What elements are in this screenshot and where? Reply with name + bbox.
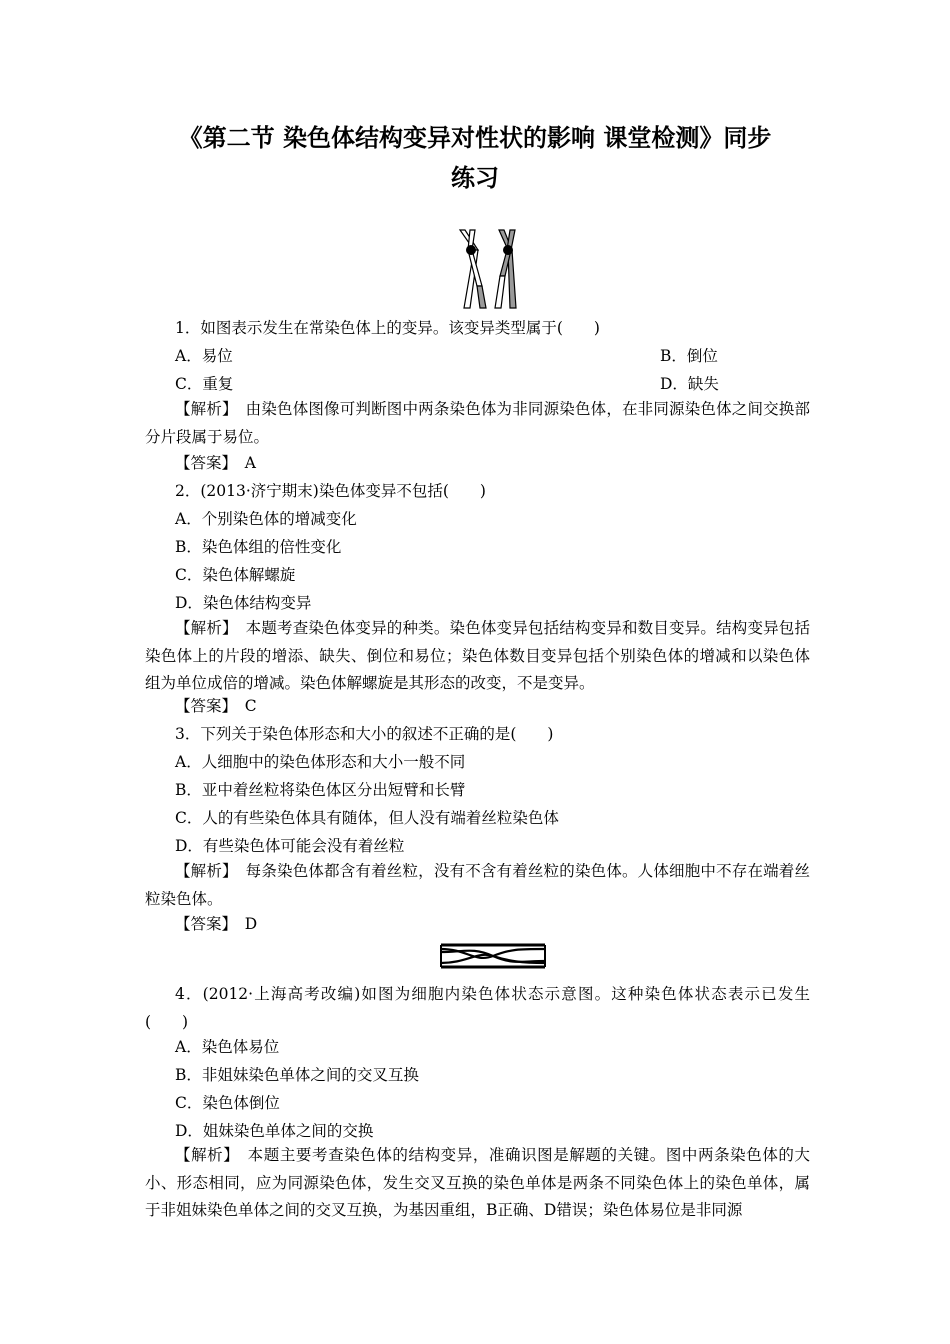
q4-option-c: C．染色体倒位 [175, 1094, 280, 1112]
q4-option-d: D．姐妹染色单体之间的交换 [175, 1122, 374, 1140]
q4-option-b: B．非姐妹染色单体之间的交叉互换 [175, 1066, 419, 1084]
q2-stem: 2．(2013·济宁期末)染色体变异不包括( ) [175, 482, 486, 500]
page-title-line-1: 《第二节 染色体结构变异对性状的影响 课堂检测》同步 [178, 124, 772, 152]
page-title-line-2: 练习 [451, 164, 499, 192]
q2-option-d: D．染色体结构变异 [175, 594, 312, 612]
q4-stem: 4．(2012·上海高考改编)如图为细胞内染色体状态示意图。这种染色体状态表示已发生( ) [145, 985, 810, 1031]
q1-answer: 【答案】 A [175, 454, 256, 472]
q3-option-c: C．人的有些染色体具有随体，但人没有端着丝粒染色体 [175, 809, 559, 827]
q2-option-c: C．染色体解螺旋 [175, 566, 296, 584]
q3-option-a: A．人细胞中的染色体形态和大小一般不同 [175, 753, 466, 771]
q3-option-d: D．有些染色体可能会没有着丝粒 [175, 837, 405, 855]
q2-option-b: B．染色体组的倍性变化 [175, 538, 342, 556]
q1-stem: 1．如图表示发生在常染色体上的变异。该变异类型属于( ) [175, 319, 600, 337]
q1-analysis: 【解析】 由染色体图像可判断图中两条染色体为非同源染色体，在非同源染色体之间交换部分片段属于易位。 [145, 400, 810, 446]
crossing-over-chromatids-icon [437, 941, 549, 971]
q3-option-b: B．亚中着丝粒将染色体区分出短臂和长臂 [175, 781, 466, 799]
q2-analysis: 【解析】 本题考查染色体变异的种类。染色体变异包括结构变异和数目变异。结构变异包括染色体上的片段的增添、缺失、倒位和易位；染色体数目变异包括个别染色体的增减和以染色体组为单位成倍的增减。染色体解螺旋是其形态的改变，不是变异。 [145, 619, 810, 692]
q1-option-a: A．易位 [175, 347, 233, 365]
two-chromosomes-translocation-icon [452, 228, 522, 310]
q1-option-d: D．缺失 [660, 375, 719, 393]
q3-stem: 3．下列关于染色体形态和大小的叙述不正确的是( ) [175, 725, 554, 743]
q2-answer: 【答案】 C [175, 697, 257, 715]
q4-option-a: A．染色体易位 [175, 1038, 280, 1056]
q1-option-c: C．重复 [175, 375, 234, 393]
q3-answer: 【答案】 D [175, 915, 258, 933]
q1-option-b: B．倒位 [660, 347, 718, 365]
q4-analysis: 【解析】 本题主要考查染色体的结构变异，准确识图是解题的关键。图中两条染色体的大小、形态相同，应为同源染色体，发生交叉互换的染色单体是两条不同染色体上的染色单体，属于非姐妹染色单体之间的交叉互换，为基因重组，B正确、D错误；染色体易位是非同源 [145, 1146, 810, 1219]
q3-analysis: 【解析】 每条染色体都含有着丝粒，没有不含有着丝粒的染色体。人体细胞中不存在端着丝粒染色体。 [145, 862, 810, 908]
q2-option-a: A．个别染色体的增减变化 [175, 510, 357, 528]
